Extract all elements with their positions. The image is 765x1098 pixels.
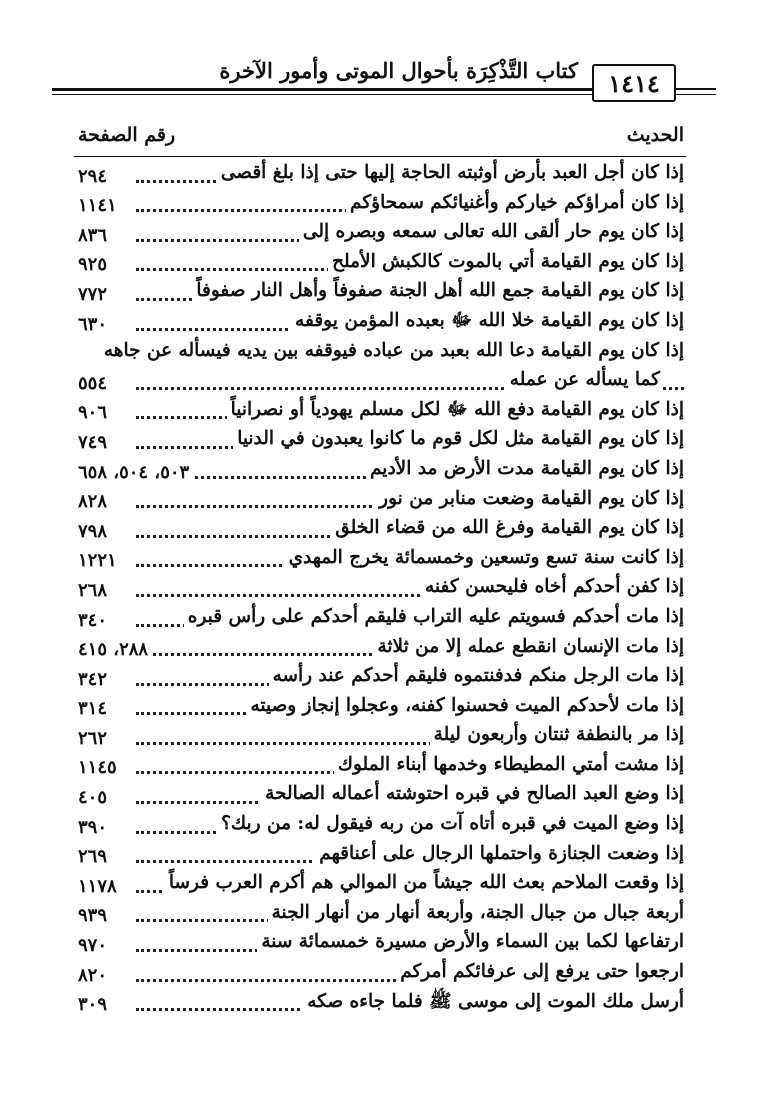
entry-page-number: ٢٩٤ (78, 166, 111, 187)
index-entry (78, 160, 684, 190)
entry-text: إذا وضع العبد الصالح في قبره احتوشته أعماله الصالحة (261, 783, 684, 804)
entry-text-continuation: كما يسأله عن عمله (506, 369, 660, 390)
header-rule-right (676, 88, 716, 90)
index-entry (78, 752, 684, 782)
entry-page-number: ٨٢٠ (78, 965, 111, 986)
entry-page-number: ٣٠٩ (78, 994, 111, 1015)
entry-page-number: ١١٤١ (78, 195, 121, 216)
header-rule (52, 88, 592, 91)
index-entry (78, 278, 684, 308)
entry-page-number: ٩٣٩ (78, 905, 111, 926)
index-entry (78, 190, 684, 220)
entry-page-number: ٢٦٢ (78, 728, 111, 749)
index-entry (78, 308, 684, 338)
entry-page-number: ٩٧٠ (78, 935, 111, 956)
entry-page-number: ١٢٢١ (78, 550, 121, 571)
entry-text: إذا كان يوم القيامة وضعت منابر من نور (375, 488, 684, 509)
index-entries (78, 160, 684, 1018)
index-entry (78, 870, 684, 900)
index-entry (78, 989, 684, 1019)
entry-page-number: ٢٨٨، ٤١٥ (78, 639, 152, 660)
entry-page-number: ٣٩٠ (78, 817, 111, 838)
entry-text: أربعة جبال من جبال الجنة، وأربعة أنهار من أنهار الجنة (268, 902, 684, 923)
entry-text: إذا وضع الميت في قبره أتاه آت من ربه فيقول له: من ربك؟ (217, 813, 684, 834)
entry-text: إذا وضعت الجنازة واحتملها الرجال على أعناقهم (315, 843, 684, 864)
entry-text: إذا مشت أمتي المطيطاء وخدمها أبناء الملوك (334, 754, 684, 775)
entry-page-number: ٧٤٩ (78, 432, 111, 453)
entry-text: ارتفاعها لكما بين السماء والأرض مسيرة خمسمائة سنة (257, 931, 684, 952)
entry-text: إذا كان يوم القيامة مدت الأرض مد الأديم (366, 458, 684, 479)
index-entry (78, 693, 684, 723)
entry-page-number: ٢٦٩ (78, 846, 111, 867)
entry-page-number: ٧٧٢ (78, 284, 111, 305)
entry-text: إذا مات الإنسان انقطع عمله إلا من ثلاثة (373, 636, 684, 657)
page-column-heading: رقم الصفحة (78, 124, 176, 146)
entry-page-number: ٣٤٢ (78, 669, 111, 690)
index-entry (78, 929, 684, 959)
index-entry (78, 545, 684, 575)
entry-page-number: ١١٧٨ (78, 876, 121, 897)
entry-text: أرسل ملك الموت إلى موسى ﷺ فلما جاءه صكه (303, 991, 684, 1017)
entry-page-number: ٣٤٠ (78, 610, 111, 631)
index-entry (78, 811, 684, 841)
entry-page-number: ٨٢٨ (78, 491, 111, 512)
index-entry (78, 604, 684, 634)
entry-text: إذا مر بالنطفة ثنتان وأربعون ليلة (430, 724, 684, 745)
entry-text: إذا مات الرجل منكم فدفنتموه فليقم أحدكم عند رأسه (269, 665, 684, 686)
index-entry (78, 841, 684, 871)
entry-page-number: ٥٥٤ (78, 373, 111, 394)
header-rule-right-thin (676, 94, 716, 95)
entry-text: إذا كان يوم حار ألقى الله تعالى سمعه وبصره إلى (299, 221, 684, 242)
entry-text: ارجعوا حتى يرفع إلى عرفائكم أمركم (396, 961, 684, 982)
index-entry (78, 781, 684, 811)
book-title: كتاب التَّذْكِرَة بأحوال الموتى وأمور الآخرة (219, 58, 578, 83)
index-entry (78, 397, 684, 427)
running-header (52, 50, 716, 100)
entry-text: إذا كان أمراؤكم خياركم وأغنيائكم سمحاؤكم (346, 192, 684, 213)
index-entry (78, 663, 684, 693)
index-entry (78, 900, 684, 930)
entry-page-number: ٧٩٨ (78, 521, 111, 542)
hadith-column-heading: الحديث (626, 124, 684, 146)
entry-text: إذا كان يوم القيامة خلا الله ﷻ بعبده المؤمن يوقفه (291, 310, 684, 336)
entry-text: إذا كفن أحدكم أخاه فليحسن كفنه (421, 576, 684, 597)
index-entry (78, 722, 684, 752)
page-number: ١٤١٤ (592, 64, 676, 102)
entry-page-number: ٣١٤ (78, 698, 111, 719)
entry-text: إذا مات أحدكم فسويتم عليه التراب فليقم أحدكم على رأس قبره (184, 606, 684, 627)
index-entry (78, 486, 684, 516)
entry-text: إذا كان يوم القيامة مثل لكل قوم ما كانوا يعبدون في الدنيا (233, 428, 684, 449)
entry-text: إذا كان أجل العبد بأرض أوثبته الحاجة إليها حتى إذا بلغ أقصى (217, 162, 684, 183)
index-entry (78, 249, 684, 279)
entry-text: إذا كان يوم القيامة دفع الله ﷻ لكل مسلم يهودياً أو نصرانياً (227, 399, 684, 425)
header-rule-thin (52, 94, 592, 95)
entry-text: إذا كان يوم القيامة أتي بالموت كالكبش الأملح (328, 251, 684, 272)
entry-page-number: ٥٠٣، ٥٠٤، ٦٥٨ (78, 462, 193, 483)
index-entry (78, 634, 684, 664)
entry-text: إذا كان يوم القيامة جمع الله أهل الجنة صفوفاً وأهل النار صفوفاً (192, 280, 684, 301)
index-entry (78, 959, 684, 989)
column-headings (78, 124, 684, 154)
index-entry (78, 338, 684, 397)
entry-text: إذا وقعت الملاحم بعث الله جيشاً من الموالي هم أكرم العرب فرساً (165, 872, 684, 893)
index-entry (78, 426, 684, 456)
entry-page-number: ٨٣٦ (78, 225, 111, 246)
entry-page-number: ٦٣٠ (78, 314, 111, 335)
entry-text: إذا كان يوم القيامة وفرغ الله من قضاء الخلق (331, 517, 684, 538)
entry-text: إذا مات لأحدكم الميت فحسنوا كفنه، وعجلوا إنجاز وصيته (246, 695, 684, 716)
index-entry (78, 219, 684, 249)
column-heading-rule (74, 156, 686, 157)
entry-page-number: ٩٠٦ (78, 402, 111, 423)
entry-page-number: ٤٠٥ (78, 787, 111, 808)
index-entry (78, 574, 684, 604)
entry-text: إذا كان يوم القيامة دعا الله بعبد من عباده فيوقفه بين يديه فيسأله عن جاهه (100, 340, 684, 361)
entry-page-number: ٩٢٥ (78, 254, 111, 275)
entry-page-number: ١١٤٥ (78, 757, 121, 778)
index-entry (78, 515, 684, 545)
index-entry (78, 456, 684, 486)
entry-text: إذا كانت سنة تسع وتسعين وخمسمائة يخرج المهدي (285, 547, 684, 568)
entry-page-number: ٢٦٨ (78, 580, 111, 601)
